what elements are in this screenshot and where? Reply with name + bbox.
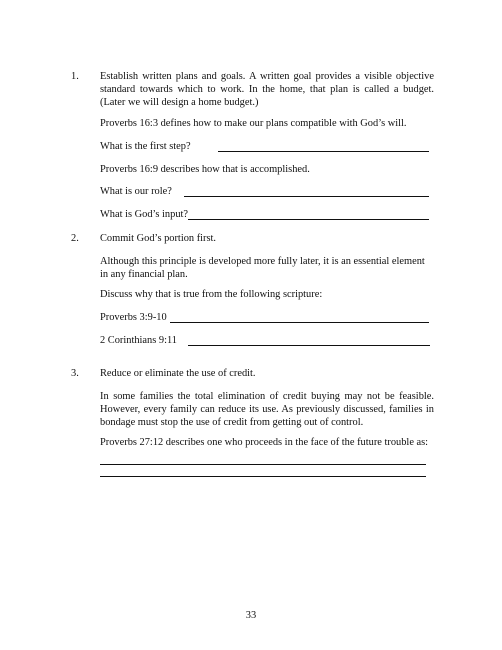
- prompt-first-step: What is the first step?: [100, 141, 191, 152]
- section-3-heading: Reduce or eliminate the use of credit.: [100, 368, 256, 379]
- section-2-heading: Commit God’s portion first.: [100, 233, 217, 244]
- section-1-paragraph-2: Proverbs 16:9 describes how that is accomplished.: [100, 164, 310, 175]
- section-2-paragraph-2: Discuss why that is true from the following scripture:: [100, 289, 323, 300]
- answer-line-gods-input[interactable]: [188, 219, 429, 220]
- prompt-our-role: What is our role?: [100, 186, 172, 197]
- prompt-gods-input: What is God’s input?: [100, 209, 189, 220]
- prompt-proverbs-3-9-10: Proverbs 3:9-10: [100, 312, 167, 323]
- section-3-paragraph-2: Proverbs 27:12 describes one who proceeds in the face of the future trouble as:: [100, 437, 429, 448]
- answer-line-proverbs-3-9-10[interactable]: [170, 322, 429, 323]
- prompt-2-corinthians-9-11: 2 Corinthians 9:11: [100, 335, 177, 346]
- section-2-number: 2.: [71, 233, 79, 244]
- section-3-paragraph-1: In some families the total elimination of credit buying may not be feasible. However, every family can reduce its use. As previously discussed, families in bondage must stop the use of credit from getting out of control.: [100, 391, 434, 428]
- section-1-heading: Establish written plans and goals. A written goal provides a visible objective standard towards which to work. In the home, that plan is called a budget. (Later we will design a home budget.): [100, 71, 434, 108]
- answer-line-first-step[interactable]: [218, 151, 429, 152]
- section-1-number: 1.: [71, 71, 79, 82]
- answer-line-proverbs-27-12-b[interactable]: [100, 476, 426, 477]
- answer-line-proverbs-27-12-a[interactable]: [100, 464, 426, 465]
- answer-line-2-corinthians-9-11[interactable]: [188, 345, 430, 346]
- section-2-paragraph-1: Although this principle is developed more fully later, it is an essential element in any financial plan.: [100, 256, 425, 280]
- page-number: 33: [245, 610, 257, 621]
- section-1-paragraph-1: Proverbs 16:3 defines how to make our plans compatible with God’s will.: [100, 118, 407, 129]
- section-3-number: 3.: [71, 368, 79, 379]
- answer-line-our-role[interactable]: [184, 196, 429, 197]
